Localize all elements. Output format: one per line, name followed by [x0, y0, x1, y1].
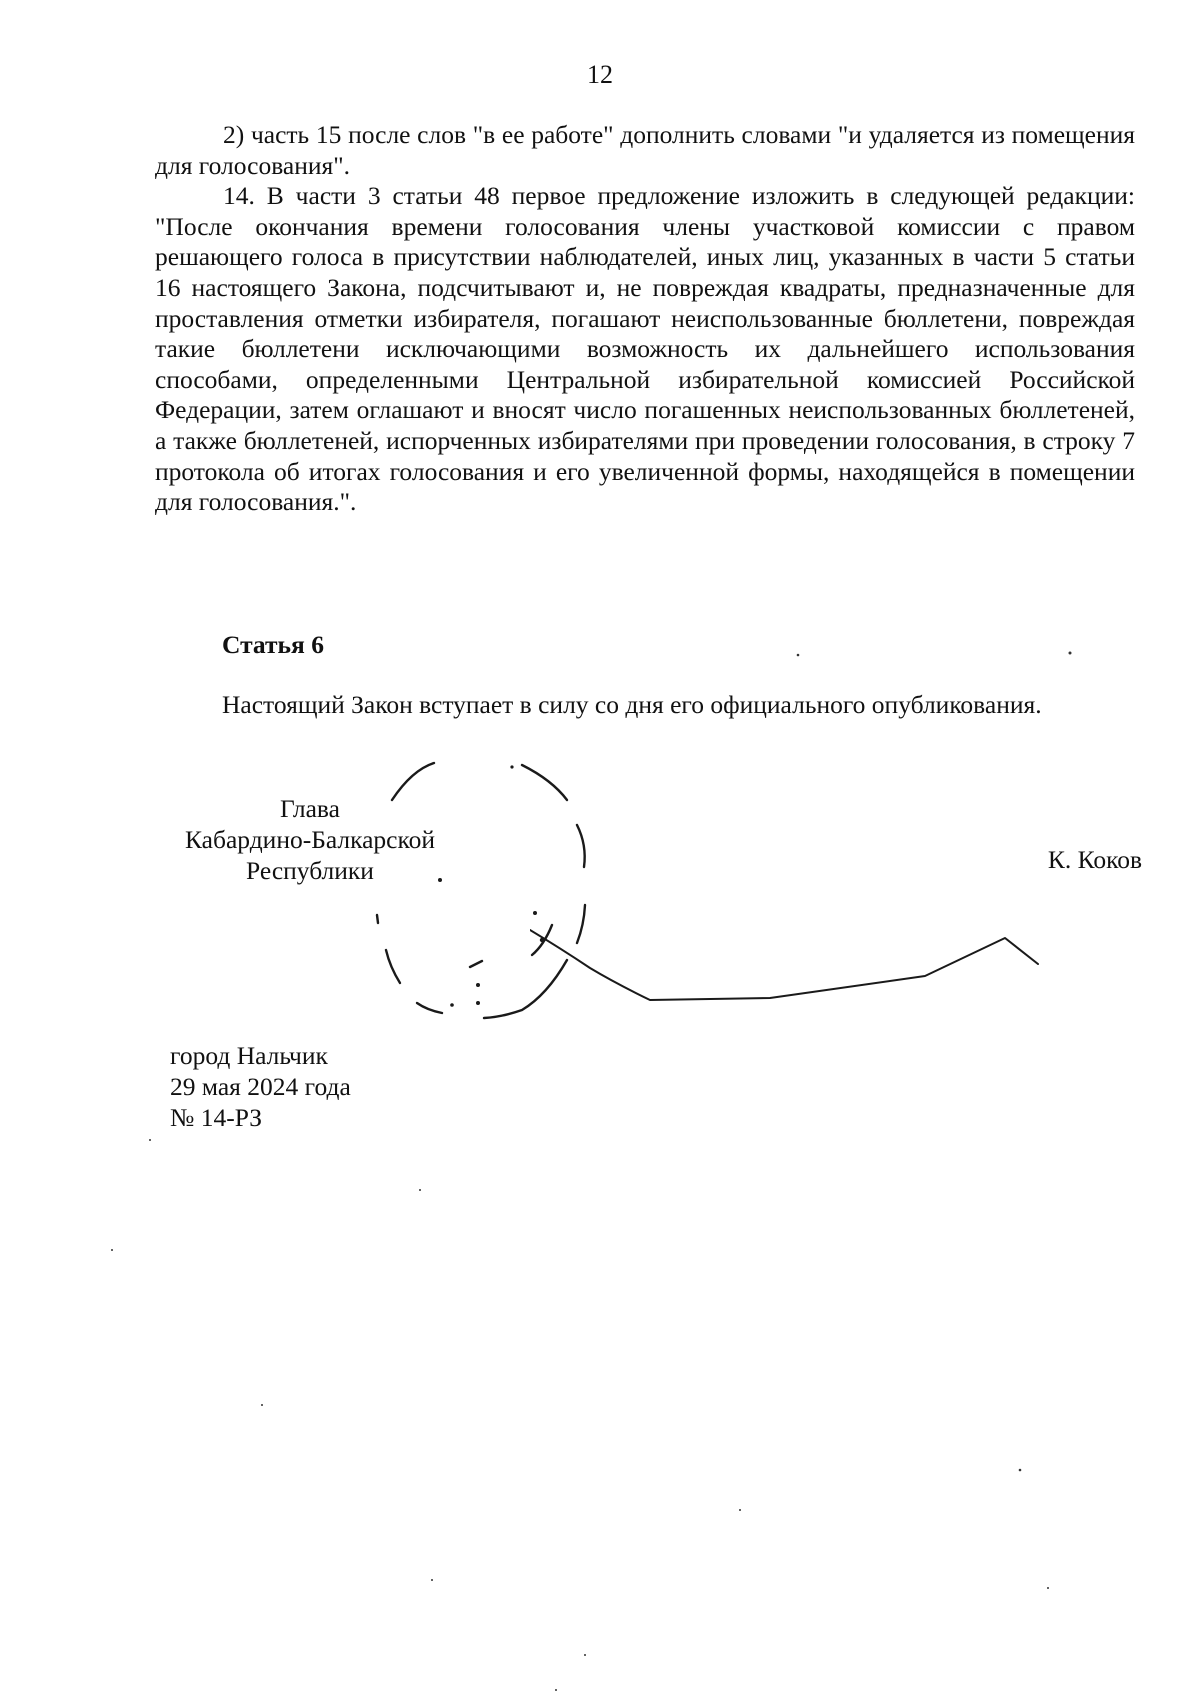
- signatory-line-1: Глава: [280, 794, 340, 823]
- signer-name: К. Коков: [1047, 845, 1142, 874]
- page-number: 12: [587, 60, 613, 89]
- issue-date: 29 мая 2024 года: [170, 1072, 351, 1101]
- signatory-line-2: Кабардино-Балкарской: [185, 825, 435, 854]
- paragraph-item-2: 2) часть 15 после слов "в ее работе" дополнить словами "и удаляется из помещения для голосования".: [155, 120, 1135, 180]
- issue-number: № 14-РЗ: [170, 1103, 262, 1132]
- article-text: Настоящий Закон вступает в силу со дня его официального опубликования.: [222, 690, 1042, 719]
- issue-place: город Нальчик: [170, 1041, 328, 1070]
- paragraph-item-14: 14. В части 3 статьи 48 первое предложение изложить в следующей редакции: "После окончания времени голосования члены участковой комиссии с правом решающего голоса в присутствии наблюдателей, иных лиц, указанных в части 5 статьи 16 настоящего Закона, подсчитывают и, не повреждая квадраты, предназначенные для проставления отметки избирателя, погашают неиспользованные бюллетени, повреждая такие бюллетени исключающими возможность их дальнейшего использования способами, определенными Центральной избирательной комиссией Российской Федерации, затем оглашают и вносят число погашенных неиспользованных бюллетеней, а также бюллетеней, испорченных избирателями при проведении голосования, в строку 7 протокола об итогах голосования и его увеличенной формы, находящейся в помещении для голосования.".: [155, 181, 1135, 517]
- signatory-line-3: Республики: [246, 856, 374, 885]
- article-heading: Статья 6: [222, 630, 324, 659]
